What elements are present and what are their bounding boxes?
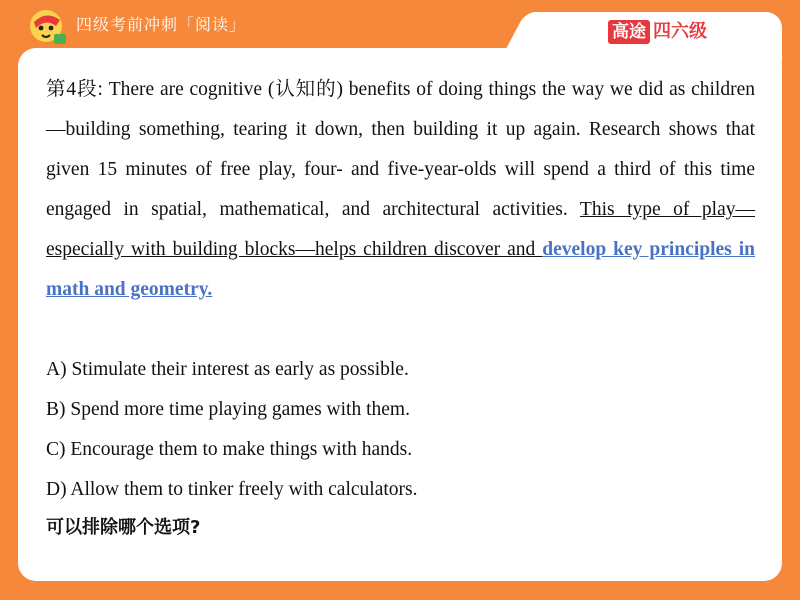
header-title: 四级考前冲刺「阅读」 bbox=[76, 15, 247, 34]
brand-logo bbox=[608, 20, 707, 44]
passage-text: There are cognitive (认知的) benefits of doing things the way we did as children—building something, tearing it down, then building it up again. Research shows that given 15 minutes of free play, four- and five-year-olds will spend a third of this time engaged in spatial, mathematical, and architectural activities. bbox=[46, 79, 756, 220]
reading-passage bbox=[46, 70, 755, 310]
brand-logo-text: 四六级 bbox=[653, 21, 707, 42]
option-d[interactable]: D) Allow them to tinker freely with calculators. bbox=[46, 479, 418, 500]
passage-underlined-text: This type of play—especially with building blocks—helps children discover and bbox=[46, 199, 755, 260]
answer-options bbox=[46, 350, 755, 510]
brand-logo-box: 高途 bbox=[608, 20, 650, 44]
option-b[interactable]: B) Spend more time playing games with them. bbox=[46, 399, 410, 420]
question-prompt: 可以排除哪个选项? bbox=[46, 517, 201, 538]
passage-highlight-text: develop key principles in math and geometry. bbox=[46, 239, 755, 300]
option-a[interactable]: A) Stimulate their interest as early as possible. bbox=[46, 359, 409, 380]
option-c[interactable]: C) Encourage them to make things with hands. bbox=[46, 439, 413, 460]
passage-label: 第4段: bbox=[46, 79, 103, 100]
mascot-logo-icon bbox=[26, 6, 70, 50]
